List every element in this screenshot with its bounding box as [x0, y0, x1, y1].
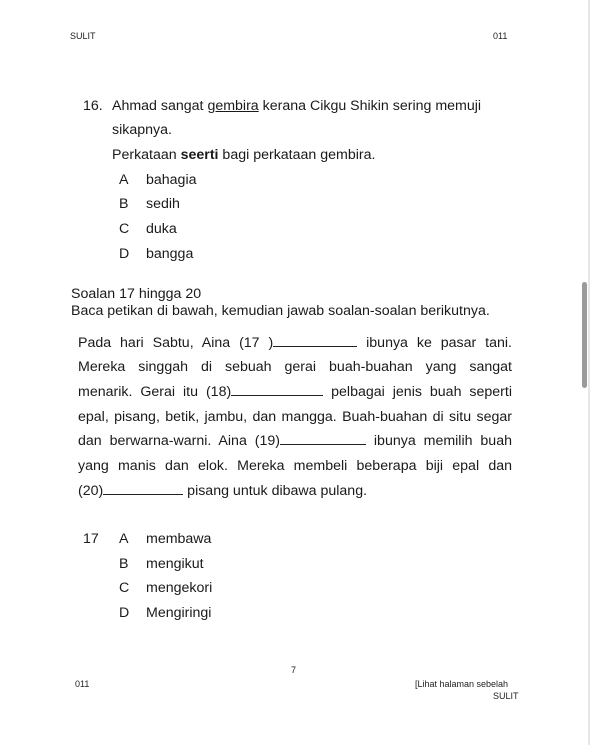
passage-text: menarik. Gerai itu (18) — [78, 384, 232, 400]
passage-text: dan berwarna-warni. Aina (19) — [78, 433, 280, 449]
answer-blank-17 — [273, 334, 357, 347]
option-text: duka — [146, 221, 177, 237]
vertical-scrollbar[interactable] — [582, 282, 587, 388]
footer-paper-code: 011 — [75, 679, 90, 689]
passage-text: ibunya ke pasar tani. — [366, 335, 512, 351]
option-letter: B — [119, 196, 129, 212]
option-letter: A — [119, 172, 129, 188]
option-letter: B — [119, 556, 129, 572]
option-text: mengikut — [146, 556, 204, 572]
question-instruction — [112, 146, 375, 164]
question-stem-line2: sikapnya. — [112, 122, 172, 138]
question-number: 16. — [83, 98, 103, 114]
page-number: 7 — [291, 665, 297, 675]
option-letter: C — [119, 221, 130, 237]
answer-blank-20 — [103, 482, 183, 495]
stem-text: kerana Cikgu Shikin sering memuji — [258, 98, 482, 114]
footer-classification: SULIT — [493, 691, 519, 701]
passage-line — [78, 482, 512, 500]
option-text: bangga — [146, 246, 194, 262]
passage-text: ibunya memilih buah — [373, 433, 512, 449]
passage-line: Mereka singgah di sebuah gerai buah-buahan yang sangat — [78, 359, 512, 375]
passage-text: Pada hari Sabtu, Aina (17 ) — [78, 335, 274, 351]
option-text: bahagia — [146, 172, 197, 188]
option-text: membawa — [146, 531, 212, 547]
header-classification: SULIT — [70, 31, 96, 41]
passage-line — [78, 334, 512, 352]
option-letter: A — [119, 531, 129, 547]
underlined-word: gembira — [207, 98, 259, 114]
option-text: Mengiringi — [146, 605, 212, 621]
passage-text: pelbagai jenis buah seperti — [331, 384, 512, 400]
answer-blank-19 — [280, 432, 366, 445]
passage-line — [78, 432, 512, 450]
option-text: mengekori — [146, 580, 213, 596]
passage-line — [78, 383, 512, 401]
option-letter: D — [119, 605, 130, 621]
option-text: sedih — [146, 196, 180, 212]
instruction-text: bagi perkataan gembira. — [218, 147, 376, 163]
option-letter: D — [119, 246, 130, 262]
question-number: 17 — [83, 531, 99, 547]
stem-text: Ahmad sangat — [112, 98, 208, 114]
footer-next-page-note: [Lihat halaman sebelah — [415, 679, 509, 689]
passage-line: yang manis dan elok. Mereka membeli beberapa biji epal dan — [78, 458, 512, 474]
header-paper-code: 011 — [493, 31, 508, 41]
instruction-text: Perkataan — [112, 147, 181, 163]
option-letter: C — [119, 580, 130, 596]
passage-line: epal, pisang, betik, jambu, dan mangga. Buah-buahan di situ segar — [78, 409, 512, 425]
section-title: Soalan 17 hingga 20 — [71, 286, 202, 302]
question-stem-line1 — [112, 97, 481, 115]
passage-text: pisang untuk dibawa pulang. — [183, 483, 368, 499]
answer-blank-18 — [231, 383, 323, 396]
passage-text: (20) — [78, 483, 104, 499]
section-instruction: Baca petikan di bawah, kemudian jawab soalan-soalan berikutnya. — [71, 303, 490, 319]
bold-keyword: seerti — [180, 147, 219, 163]
